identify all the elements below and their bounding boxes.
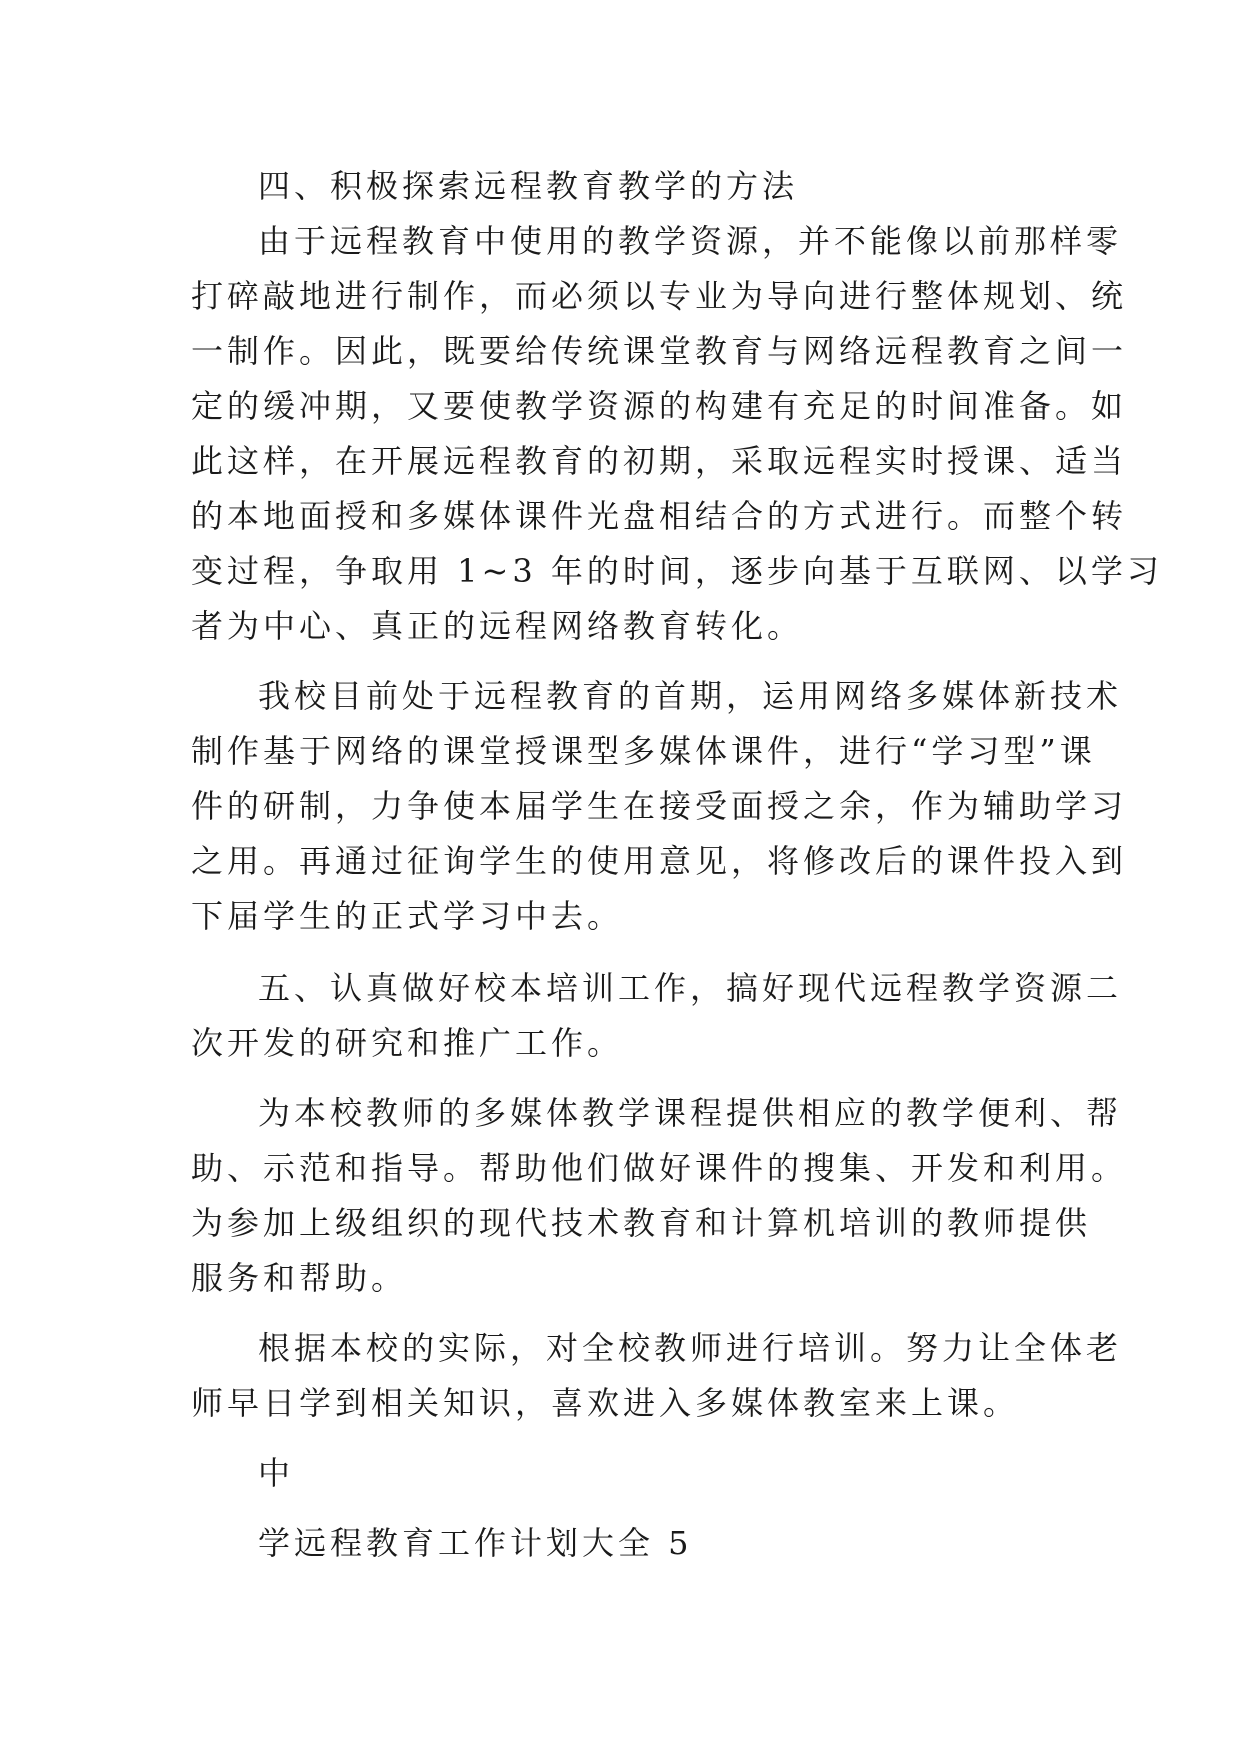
paragraph-line: 下届学生的正式学习中去。 [191,897,624,935]
section-heading-4: 四、积极探索远程教育教学的方法 [258,167,799,205]
paragraph-line: 此这样，在开展远程教育的初期，采取远程实时授课、适当 [191,442,1128,480]
paragraph-line: 我校目前处于远程教育的首期，运用网络多媒体新技术 [258,677,1123,715]
paragraph-line: 为参加上级组织的现代技术教育和计算机培训的教师提供 [191,1204,1092,1242]
paragraph-line: 件的研制，力争使本届学生在接受面授之余，作为辅助学习 [191,787,1128,825]
paragraph-line: 者为中心、真正的远程网络教育转化。 [191,607,804,645]
paragraph-line: 服务和帮助。 [191,1259,408,1297]
title-fragment: 中 [258,1454,295,1492]
paragraph-line: 助、示范和指导。帮助他们做好课件的搜集、开发和利用。 [191,1149,1128,1187]
section-heading-5: 五、认真做好校本培训工作，搞好现代远程教学资源二 [258,969,1123,1007]
paragraph-line: 由于远程教育中使用的教学资源，并不能像以前那样零 [258,222,1123,260]
paragraph-line: 师早日学到相关知识，喜欢进入多媒体教室来上课。 [191,1384,1020,1422]
document-title: 学远程教育工作计划大全 5 [258,1524,693,1562]
paragraph-line: 打碎敲地进行制作，而必须以专业为导向进行整体规划、统 [191,277,1128,315]
paragraph-line: 根据本校的实际，对全校教师进行培训。努力让全体老 [258,1329,1123,1367]
paragraph-line: 一制作。因此，既要给传统课堂教育与网络远程教育之间一 [191,332,1128,370]
paragraph-line: 变过程，争取用 1~3 年的时间，逐步向基于互联网、以学习 [191,552,1163,590]
section-heading-5-cont: 次开发的研究和推广工作。 [191,1024,624,1062]
paragraph-line: 制作基于网络的课堂授课型多媒体课件，进行“学习型”课 [191,732,1096,770]
paragraph-line: 之用。再通过征询学生的使用意见，将修改后的课件投入到 [191,842,1128,880]
paragraph-line: 为本校教师的多媒体教学课程提供相应的教学便利、帮 [258,1094,1123,1132]
paragraph-line: 定的缓冲期，又要使教学资源的构建有充足的时间准备。如 [191,387,1128,425]
paragraph-line: 的本地面授和多媒体课件光盘相结合的方式进行。而整个转 [191,497,1128,535]
